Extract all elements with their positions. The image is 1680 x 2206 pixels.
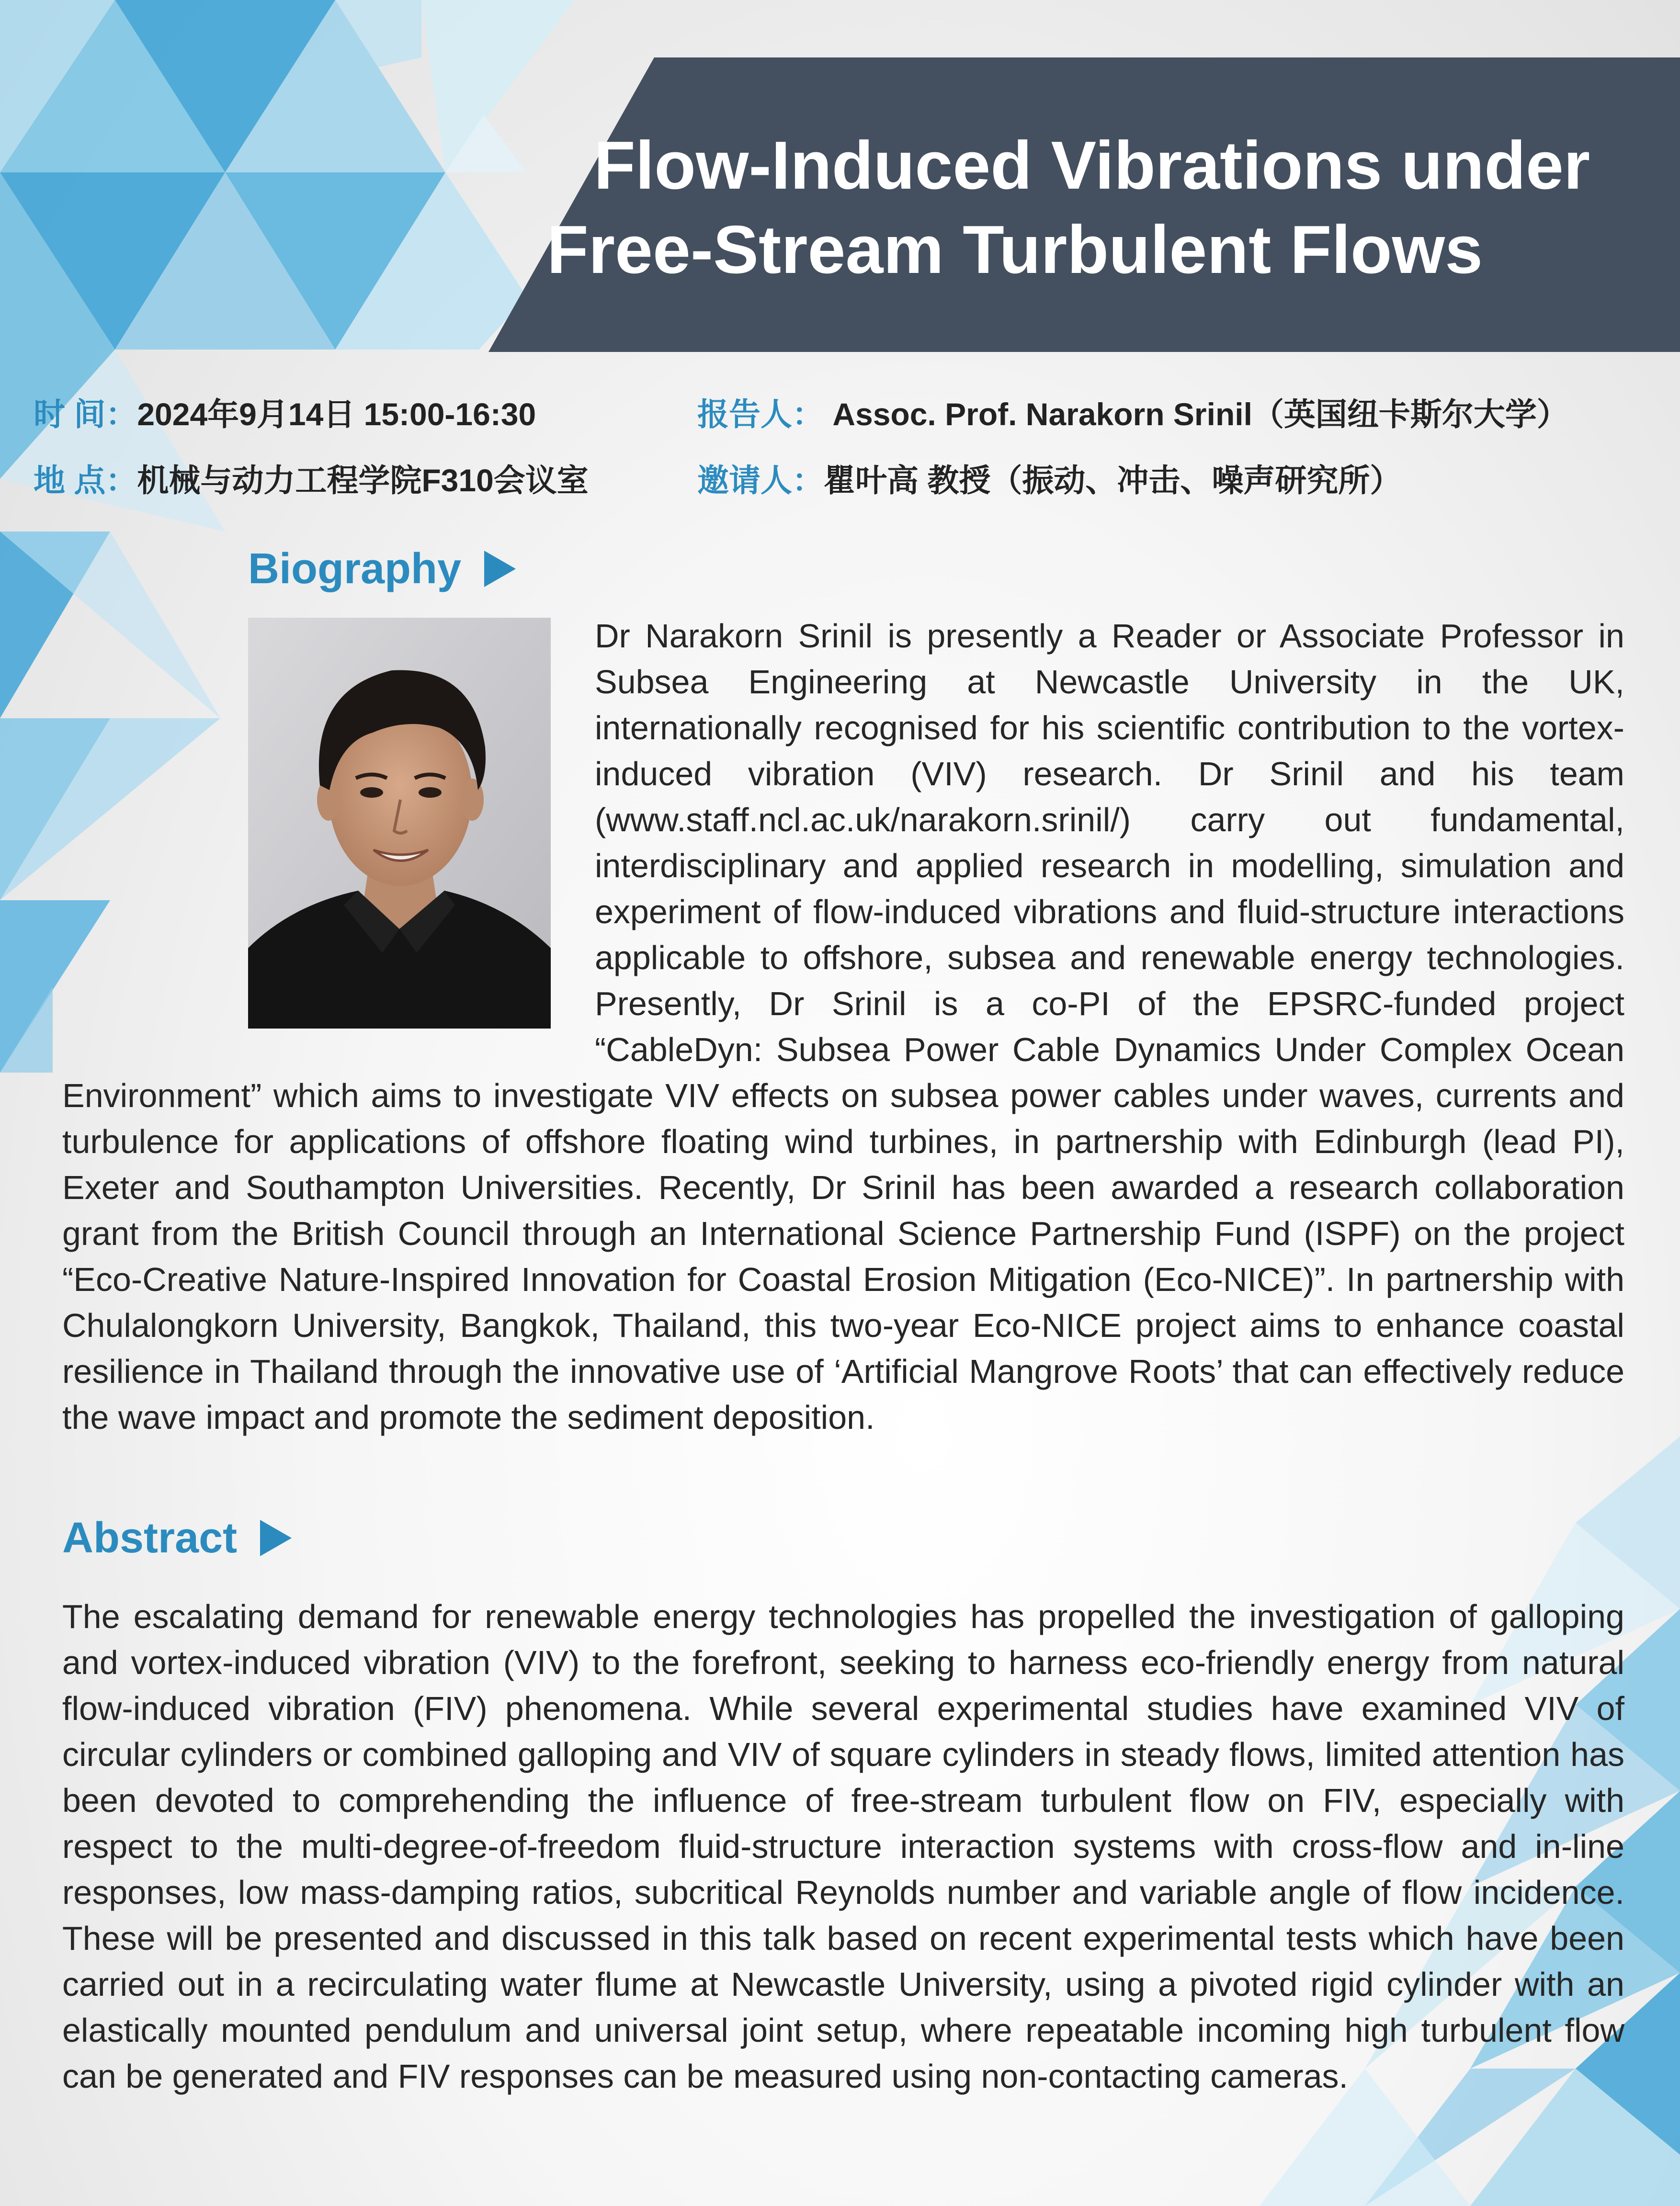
place-row bbox=[34, 459, 589, 502]
abstract-text: The escalating demand for renewable energy technologies has propelled the investigation of galloping and vortex-induced vibration (VIV) to the forefront, seeking to harness eco-friendly energy from natural flow-induced vibration (FIV) phenomena. While several experimental studies have examined VIV of circular cylinders or combined galloping and VIV of square cylinders in steady flows, limited attention has been devoted to comprehending the influence of free-stream turbulent flow on FIV, especially with respect to the multi-degree-of-freedom fluid-structure interaction systems with cross-flow and in-line responses, low mass-damping ratios, subcritical Reynolds number and variable angle of flow incidence. These will be presented and discussed in this talk based on recent experimental tests which have been carried out in a recirculating water flume at Newcastle University, using a pivoted rigid cylinder with an elastically mounted pendulum and universal joint setup, where repeatable incoming high turbulent flow can be generated and FIV responses can be measured using non-contacting cameras. bbox=[62, 1598, 1624, 2095]
play-triangle-icon bbox=[484, 551, 516, 587]
speaker-row bbox=[697, 393, 1568, 436]
play-triangle-icon bbox=[260, 1520, 292, 1556]
abstract-heading-text: Abstract bbox=[62, 1514, 238, 1562]
title-line-2: Free-Stream Turbulent Flows bbox=[547, 212, 1483, 288]
time-row bbox=[34, 393, 536, 436]
place-value: 机械与动力工程学院F310会议室 bbox=[137, 463, 589, 498]
place-label: 地 点： bbox=[34, 463, 137, 498]
time-label: 时 间： bbox=[34, 396, 137, 432]
biography-text bbox=[62, 613, 1624, 1440]
time-value: 2024年9月14日 15:00-16:30 bbox=[137, 396, 536, 432]
biography-body: Dr Narakorn Srinil is presently a Reader or Associate Professor in Subsea Engineering at Newcastle University in the UK, internationally recognised for his scientific contribution to the vortex-induced vibration (VIV) research. Dr Srinil and his team (www.staff.ncl.ac.uk/narakorn.srinil/) carry out fundamental, interdisciplinary and applied research in modelling, simulation and experiment of flow-induced vibrations and fluid-structure interactions applicable to offshore, subsea and renewable energy technologies. Presently, Dr Srinil is a co-PI of the EPSRC-funded project “CableDyn: Subsea Power Cable Dynamics Under Complex Ocean Environment” which aims to investigate VIV effects on subsea power cables under waves, currents and turbulence for applications of offshore floating wind turbines, in partnership with Edinburgh (lead PI), Exeter and Southampton Universities. Recently, Dr Srinil has been awarded a research collaboration grant from the British Council through an International Science Partnership Fund (ISPF) on the project “Eco-Creative Nature-Inspired Innovation for Coastal Erosion Mitigation (Eco-NICE)”. In partnership with Chulalongkorn University, Bangkok, Thailand, this two-year Eco-NICE project aims to enhance coastal resilience in Thailand through the innovative use of ‘Artificial Mangrove Roots’ that can effectively reduce the wave impact and promote the sediment deposition. bbox=[62, 617, 1624, 1436]
abstract-heading bbox=[62, 1509, 292, 1567]
speaker-value: Assoc. Prof. Narakorn Srinil（英国纽卡斯尔大学） bbox=[824, 396, 1568, 432]
portrait-spacer bbox=[62, 613, 595, 1048]
biography-heading bbox=[248, 540, 516, 598]
speaker-label: 报告人： bbox=[697, 396, 824, 432]
inviter-label: 邀请人： bbox=[697, 463, 824, 498]
inviter-row bbox=[697, 459, 1401, 502]
talk-title bbox=[547, 124, 1662, 292]
biography-heading-text: Biography bbox=[248, 544, 462, 593]
title-line-1: Flow-Induced Vibrations under bbox=[594, 127, 1590, 204]
inviter-value: 瞿叶高 教授（振动、冲击、噪声研究所） bbox=[824, 463, 1402, 498]
